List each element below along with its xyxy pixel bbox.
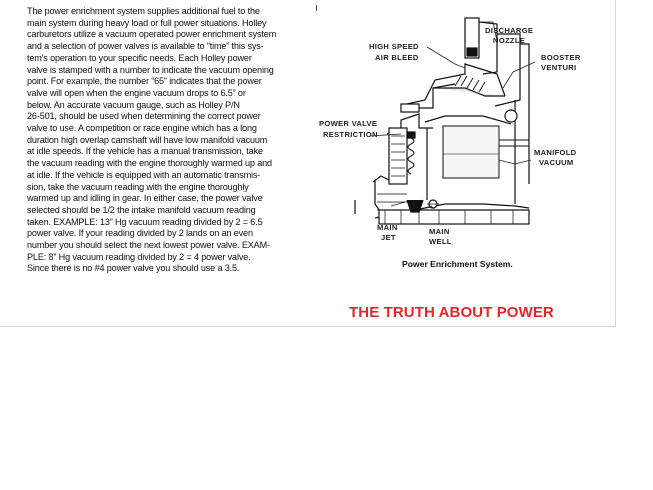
label-high-speed-air-bleed-1: HIGH SPEED: [369, 42, 419, 51]
text-line: number you should select the next lowest power valve. EXAM-: [27, 240, 270, 251]
label-manifold-vacuum-1: MANIFOLD: [534, 148, 577, 157]
label-booster-venturi-1: BOOSTER: [541, 53, 581, 62]
text-line: PLE: 8” Hg vacuum reading divided by 2 = 4 power valve.: [27, 251, 251, 262]
title-banner: THE TRUTH ABOUT POWER: [349, 304, 554, 321]
text-line: valve will open when the engine vacuum drops to 6.5” or: [27, 87, 246, 98]
text-line: duration high overlap camshaft will have low manifold vacuum: [27, 134, 268, 145]
text-line: at idle. If the vehicle is equipped with an automatic transmis-: [27, 169, 261, 180]
label-manifold-vacuum-2: VACUUM: [539, 158, 574, 167]
text-line: sion, take the vacuum reading with the engine thoroughly: [27, 181, 249, 192]
text-line: 26-501, should be used when determining the correct power: [27, 111, 261, 122]
label-discharge-nozzle-1: DISCHARGE: [485, 26, 534, 35]
text-line: Since there is no #4 power valve you should use a 3.5.: [27, 263, 240, 274]
text-line: below. An accurate vacuum gauge, such as Holley P/N: [27, 99, 240, 110]
label-discharge-nozzle-2: NOZZLE: [493, 36, 526, 45]
label-main-well-2: WELL: [429, 237, 452, 246]
label-power-valve-restriction-1: POWER VALVE: [319, 119, 378, 128]
text-line: carburetors utilize a vacuum operated power enrichment system: [27, 29, 277, 40]
label-main-well-1: MAIN: [429, 227, 450, 236]
text-line: point. For example, the number “65” indicates that the power: [27, 76, 262, 87]
label-main-jet-1: MAIN: [377, 223, 398, 232]
label-power-valve-restriction-2: RESTRICTION: [323, 130, 378, 139]
text-line: at idle speeds. If the vehicle has a manual transmission, take: [27, 146, 263, 157]
text-line: power valve. If your reading divided by 2 lands on an even: [27, 228, 253, 239]
figure-caption: Power Enrichment System.: [402, 259, 513, 269]
label-booster-venturi-2: VENTURI: [541, 63, 577, 72]
text-line: main system during heavy load or full power situations. Holley: [27, 17, 267, 28]
text-line: warmed up and idling in gear. In either case, the power valve: [27, 193, 263, 204]
text-line: the vacuum reading with the engine thoroughly warmed up and: [27, 158, 272, 169]
text-line: and a selection of power valves is available to “time” this sys-: [27, 41, 264, 52]
power-enrichment-diagram: [315, 4, 613, 274]
label-high-speed-air-bleed-2: AIR BLEED: [375, 53, 419, 62]
text-line: valve is stamped with a number to indicate the vacuum opening: [27, 64, 274, 75]
text-line: selected should be 1/2 the intake manifold vacuum reading: [27, 204, 256, 215]
power-enrichment-paragraph: [27, 6, 309, 275]
text-line: taken. EXAMPLE: 13” Hg vacuum reading divided by 2 = 6.5: [27, 216, 263, 227]
text-line: tem's operation to your specific needs. Each Holley power: [27, 52, 252, 63]
text-line: The power enrichment system supplies additional fuel to the: [27, 6, 260, 16]
label-main-jet-2: JET: [381, 233, 396, 242]
text-line: valve to use. A competition or race engine which has a long: [27, 123, 257, 134]
